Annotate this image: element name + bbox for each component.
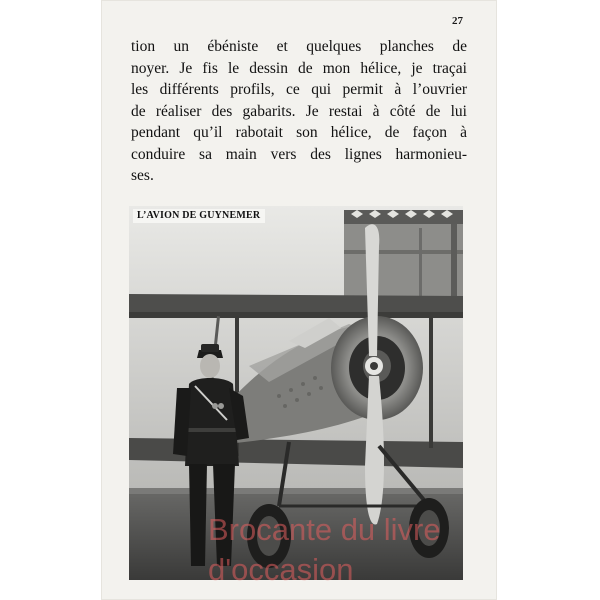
- photo-caption: L’AVION DE GUYNEMER: [133, 209, 265, 223]
- body-text: [131, 36, 467, 187]
- text-line: tion un ébéniste et quelques planches de: [131, 38, 467, 55]
- watermark-line-2: d'occasion: [208, 552, 354, 587]
- book-page: [101, 0, 497, 600]
- text-line: pendant qu’il rabotait son hélice, de façon à: [131, 124, 467, 141]
- text-line: les différents profils, ce qui permit à l’ouvrier: [131, 81, 467, 98]
- page-number: 27: [452, 15, 463, 27]
- photo-illustration: [129, 206, 463, 580]
- watermark-line-1: Brocante du livre: [208, 512, 441, 547]
- text-line: ses.: [131, 167, 154, 184]
- text-line: conduire sa main vers des lignes harmonieu-: [131, 145, 467, 163]
- text-line: de réaliser des gabarits. Je restai à côté de lui: [131, 102, 467, 120]
- biplane-photo: [129, 206, 463, 580]
- text-line: noyer. Je fis le dessin de mon hélice, je traçai: [131, 59, 467, 77]
